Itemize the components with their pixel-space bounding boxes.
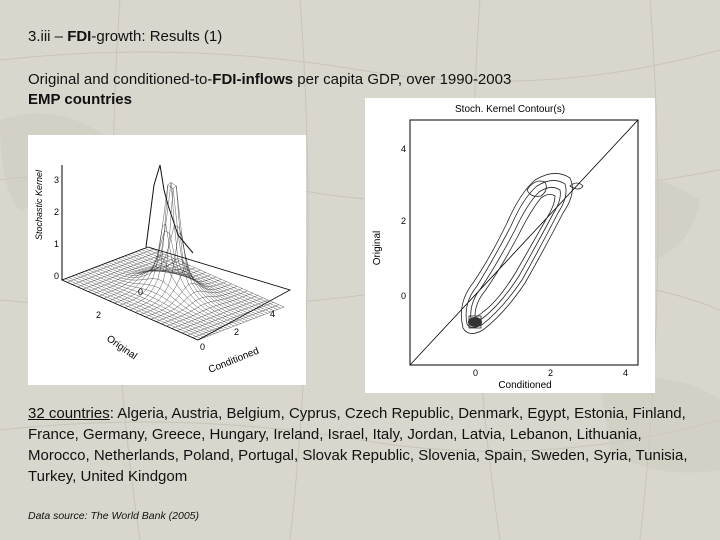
countries-list	[28, 403, 700, 487]
xlabel: Conditioned	[207, 345, 261, 376]
stochastic-kernel-3d-figure	[28, 135, 306, 385]
title-bold: FDI	[67, 28, 92, 45]
zlabel: Stochastic Kernel	[34, 169, 44, 241]
slide-title	[28, 28, 222, 45]
subtitle-bold2: EMP countries	[28, 91, 132, 108]
contour-x-tick-0: 0	[473, 368, 479, 378]
mesh-line	[177, 298, 263, 331]
x-tick-2: 2	[234, 327, 240, 337]
z-tick-1: 1	[54, 239, 60, 249]
contour-x-tick-4: 4	[623, 368, 629, 378]
z-tick-3: 3	[54, 175, 60, 185]
x-tick-0: 0	[200, 342, 206, 352]
contour-ylabel: Original	[372, 230, 383, 266]
mesh-line	[79, 274, 215, 334]
contour-y-ticks	[401, 144, 406, 301]
contour-lines	[461, 173, 583, 333]
title-prefix: 3.iii –	[28, 28, 68, 45]
contour-y-tick-2: 2	[401, 216, 407, 226]
z-tick-2: 2	[54, 207, 60, 217]
contour-x-ticks	[473, 368, 628, 378]
subtitle-bold1: FDI-inflows	[212, 71, 294, 88]
subtitle-part2: per capita GDP, over 1990-2003	[293, 71, 512, 88]
kernel-contour-figure	[365, 98, 655, 393]
y-ticks	[96, 287, 143, 320]
dense-core	[468, 317, 482, 327]
countries-label: 32 countries	[28, 405, 110, 422]
z-ticks	[54, 175, 59, 281]
mesh-line	[141, 250, 277, 310]
data-source: Data source: The World Bank (2005)	[28, 510, 199, 522]
x-tick-4: 4	[270, 309, 276, 319]
contour-xlabel: Conditioned	[498, 380, 552, 391]
subtitle-part1: Original and conditioned-to-	[28, 71, 213, 88]
contour-y-tick-0: 0	[401, 291, 407, 301]
mesh-line	[125, 256, 261, 316]
mesh-line	[98, 265, 234, 326]
title-suffix: -growth: Results (1)	[91, 28, 223, 45]
mesh-line	[85, 271, 221, 331]
y-tick-0: 0	[138, 287, 144, 297]
z-tick-0: 0	[54, 271, 60, 281]
ylabel: Original	[104, 333, 139, 363]
y-tick-2: 2	[96, 310, 102, 320]
contour-y-tick-4: 4	[401, 144, 407, 154]
contour-x-tick-2: 2	[548, 368, 554, 378]
mesh-line	[135, 233, 221, 313]
contour-title: Stoch. Kernel Contour(s)	[455, 104, 566, 115]
diagonal-line	[410, 120, 638, 365]
peak-outline	[146, 165, 193, 253]
countries-text: : Algeria, Austria, Belgium, Cyprus, Czech Republic, Denmark, Egypt, Estonia, Finland, France, Germany, Greece, Hungary, Ireland, Israel, Italy, Jordan, Latvia, Lebanon, Lithuania, Morocco, Netherlands, Poland, Portugal, Slovak Republic, Slovenia, Spain, Sweden, Syria, Tunisia, Turkey, United Kindgom	[28, 405, 688, 485]
mesh-line	[138, 251, 274, 311]
mesh-line	[145, 248, 281, 308]
